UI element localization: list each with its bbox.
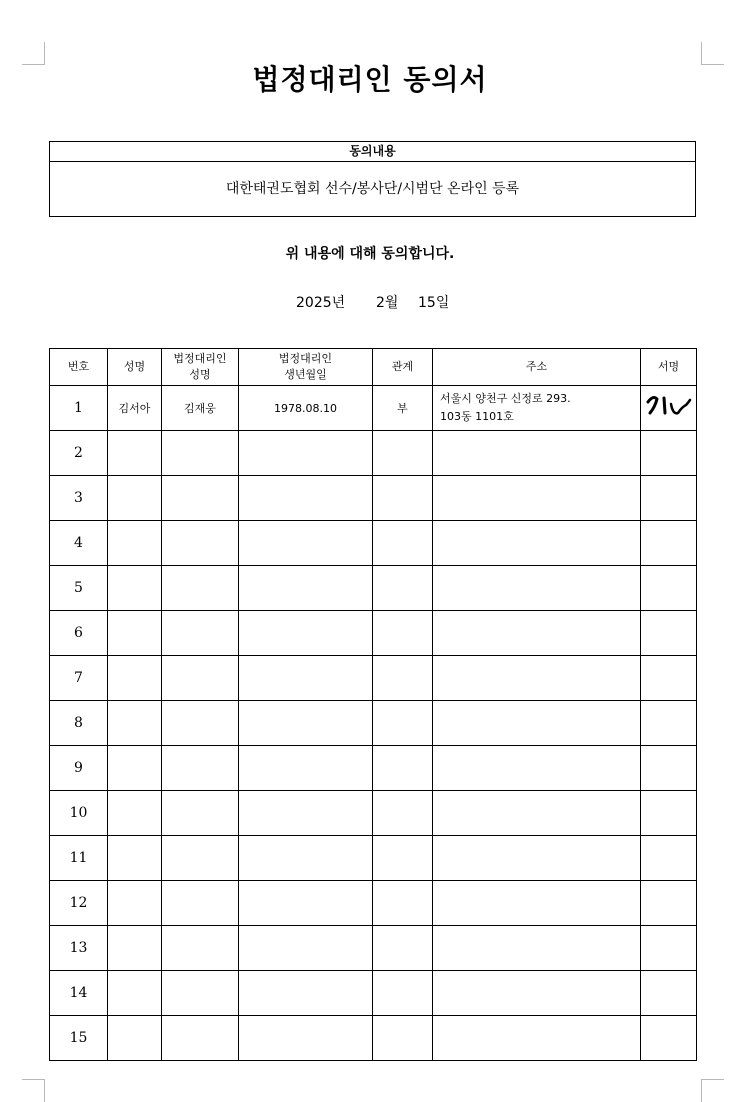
row-no: 7 bbox=[50, 656, 108, 701]
row-address bbox=[433, 476, 641, 521]
row-address: 서울시 양천구 신정로 293. 103동 1101호 bbox=[433, 386, 641, 431]
signature-mark bbox=[644, 391, 694, 425]
header-signature: 서명 bbox=[641, 349, 697, 386]
row-birth: 1978.08.10 bbox=[239, 386, 373, 431]
header-relation: 관계 bbox=[373, 349, 433, 386]
row-relation bbox=[373, 791, 433, 836]
row-name: 김서아 bbox=[108, 386, 162, 431]
row-address bbox=[433, 971, 641, 1016]
row-signature bbox=[641, 521, 697, 566]
table-row bbox=[50, 926, 697, 971]
row-guardian: 김재웅 bbox=[162, 386, 239, 431]
row-signature bbox=[641, 476, 697, 521]
row-address bbox=[433, 746, 641, 791]
consent-box bbox=[49, 141, 696, 217]
row-no: 12 bbox=[50, 881, 108, 926]
row-name bbox=[108, 1016, 162, 1061]
row-guardian bbox=[162, 476, 239, 521]
row-guardian bbox=[162, 656, 239, 701]
row-signature bbox=[641, 701, 697, 746]
row-relation bbox=[373, 476, 433, 521]
row-guardian bbox=[162, 566, 239, 611]
row-signature bbox=[641, 926, 697, 971]
row-signature bbox=[641, 836, 697, 881]
row-relation bbox=[373, 521, 433, 566]
row-guardian bbox=[162, 701, 239, 746]
table-row bbox=[50, 656, 697, 701]
row-no: 13 bbox=[50, 926, 108, 971]
table-row bbox=[50, 476, 697, 521]
row-signature bbox=[641, 656, 697, 701]
row-name bbox=[108, 521, 162, 566]
row-no: 3 bbox=[50, 476, 108, 521]
row-relation bbox=[373, 926, 433, 971]
row-address bbox=[433, 1016, 641, 1061]
row-relation bbox=[373, 701, 433, 746]
date-year: 2025년 bbox=[296, 295, 346, 311]
row-no: 9 bbox=[50, 746, 108, 791]
row-no: 8 bbox=[50, 701, 108, 746]
row-name bbox=[108, 971, 162, 1016]
row-signature bbox=[641, 386, 697, 431]
row-birth bbox=[239, 476, 373, 521]
table-header-row bbox=[50, 349, 697, 386]
row-guardian bbox=[162, 881, 239, 926]
row-guardian bbox=[162, 791, 239, 836]
row-relation bbox=[373, 566, 433, 611]
row-guardian bbox=[162, 431, 239, 476]
row-guardian bbox=[162, 611, 239, 656]
agreement-statement: 위 내용에 대해 동의합니다. bbox=[285, 246, 455, 262]
row-relation bbox=[373, 1016, 433, 1061]
row-name bbox=[108, 656, 162, 701]
table-row bbox=[50, 386, 697, 431]
row-birth bbox=[239, 926, 373, 971]
row-guardian bbox=[162, 746, 239, 791]
row-no: 11 bbox=[50, 836, 108, 881]
row-relation bbox=[373, 431, 433, 476]
row-guardian bbox=[162, 926, 239, 971]
row-signature bbox=[641, 431, 697, 476]
row-no: 15 bbox=[50, 1016, 108, 1061]
header-no: 번호 bbox=[50, 349, 108, 386]
row-relation bbox=[373, 611, 433, 656]
row-address bbox=[433, 611, 641, 656]
consent-header: 동의내용 bbox=[50, 142, 695, 162]
row-birth bbox=[239, 701, 373, 746]
row-address bbox=[433, 656, 641, 701]
row-name bbox=[108, 746, 162, 791]
row-name bbox=[108, 611, 162, 656]
crop-mark-bottom-right bbox=[701, 1079, 724, 1102]
row-no: 1 bbox=[50, 386, 108, 431]
row-guardian bbox=[162, 521, 239, 566]
header-guardian-birth: 법정대리인 생년월일 bbox=[239, 349, 373, 386]
document-title: 법정대리인 동의서 bbox=[252, 63, 488, 96]
guardian-table bbox=[49, 348, 697, 1061]
table-row bbox=[50, 701, 697, 746]
row-name bbox=[108, 791, 162, 836]
row-signature bbox=[641, 971, 697, 1016]
date-day: 15일 bbox=[418, 295, 450, 311]
row-name bbox=[108, 881, 162, 926]
row-relation bbox=[373, 656, 433, 701]
table-row bbox=[50, 521, 697, 566]
row-address bbox=[433, 926, 641, 971]
table-row bbox=[50, 881, 697, 926]
row-signature bbox=[641, 881, 697, 926]
row-address bbox=[433, 836, 641, 881]
crop-mark-bottom-left bbox=[22, 1079, 45, 1102]
date-month: 2월 bbox=[376, 295, 399, 311]
table-row bbox=[50, 611, 697, 656]
table-row bbox=[50, 746, 697, 791]
table-row bbox=[50, 566, 697, 611]
row-address bbox=[433, 791, 641, 836]
consent-content: 대한태권도협회 선수/봉사단/시범단 온라인 등록 bbox=[225, 181, 520, 197]
row-address bbox=[433, 431, 641, 476]
row-guardian bbox=[162, 1016, 239, 1061]
row-birth bbox=[239, 611, 373, 656]
row-relation bbox=[373, 881, 433, 926]
row-no: 6 bbox=[50, 611, 108, 656]
header-name: 성명 bbox=[108, 349, 162, 386]
row-signature bbox=[641, 566, 697, 611]
row-name bbox=[108, 701, 162, 746]
row-no: 10 bbox=[50, 791, 108, 836]
row-signature bbox=[641, 791, 697, 836]
row-relation bbox=[373, 971, 433, 1016]
row-name bbox=[108, 836, 162, 881]
row-birth bbox=[239, 791, 373, 836]
row-guardian bbox=[162, 836, 239, 881]
header-guardian-name: 법정대리인 성명 bbox=[162, 349, 239, 386]
table-row bbox=[50, 791, 697, 836]
row-relation: 부 bbox=[373, 386, 433, 431]
table-row bbox=[50, 431, 697, 476]
row-birth bbox=[239, 566, 373, 611]
row-birth bbox=[239, 521, 373, 566]
row-no: 2 bbox=[50, 431, 108, 476]
row-birth bbox=[239, 1016, 373, 1061]
row-signature bbox=[641, 611, 697, 656]
row-no: 14 bbox=[50, 971, 108, 1016]
row-birth bbox=[239, 431, 373, 476]
row-birth bbox=[239, 881, 373, 926]
row-birth bbox=[239, 971, 373, 1016]
row-birth bbox=[239, 656, 373, 701]
row-signature bbox=[641, 1016, 697, 1061]
row-no: 5 bbox=[50, 566, 108, 611]
table-row bbox=[50, 1016, 697, 1061]
row-signature bbox=[641, 746, 697, 791]
row-address bbox=[433, 521, 641, 566]
row-address bbox=[433, 881, 641, 926]
row-name bbox=[108, 431, 162, 476]
row-birth bbox=[239, 836, 373, 881]
row-relation bbox=[373, 836, 433, 881]
row-relation bbox=[373, 746, 433, 791]
row-address bbox=[433, 701, 641, 746]
row-guardian bbox=[162, 971, 239, 1016]
row-name bbox=[108, 926, 162, 971]
table-row bbox=[50, 836, 697, 881]
row-address bbox=[433, 566, 641, 611]
row-name bbox=[108, 476, 162, 521]
header-address: 주소 bbox=[433, 349, 641, 386]
row-no: 4 bbox=[50, 521, 108, 566]
row-birth bbox=[239, 746, 373, 791]
row-name bbox=[108, 566, 162, 611]
table-row bbox=[50, 971, 697, 1016]
